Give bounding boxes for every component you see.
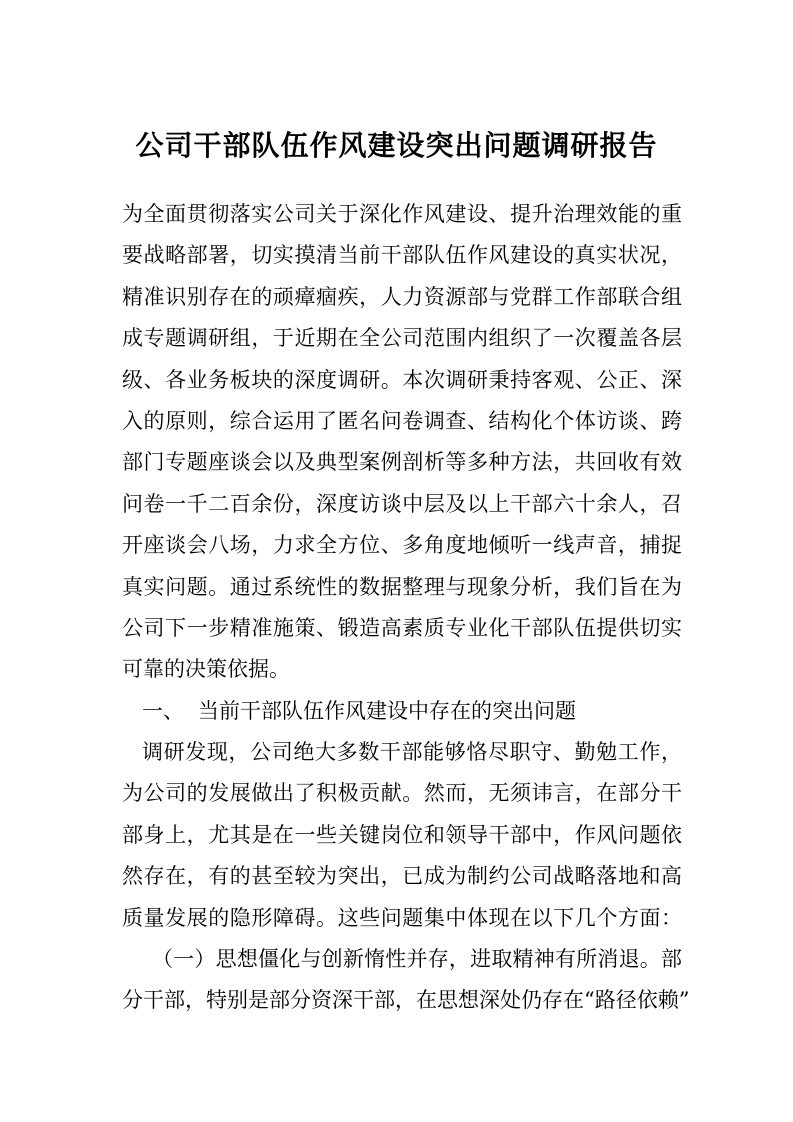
- paragraph-line: 质量发展的隐形障碍。这些问题集中体现在以下几个方面：: [122, 905, 682, 930]
- paragraph-line: 开座谈会八场，力求全方位、多角度地倾听一线声音，捕捉: [122, 533, 682, 558]
- paragraph-line: 级、各业务板块的深度调研。本次调研秉持客观、公正、深: [122, 367, 682, 392]
- paragraph-line: 为全面贯彻落实公司关于深化作风建设、提升治理效能的重: [122, 202, 682, 226]
- paragraph-line: 公司下一步精准施策、锻造高素质专业化干部队伍提供切实: [122, 615, 682, 640]
- paragraph-line: 可靠的决策依据。: [122, 657, 290, 682]
- section-heading-number: 一、: [142, 698, 184, 723]
- paragraph-line: 成专题调研组，于近期在全公司范围内组织了一次覆盖各层: [122, 326, 682, 351]
- paragraph-line: 分干部，特别是部分资深干部，在思想深处仍存在“路径依赖”: [122, 988, 690, 1013]
- section-heading-text: 当前干部队伍作风建设中存在的突出问题: [198, 698, 576, 723]
- paragraph-line: 问卷一千二百余份，深度访谈中层及以上干部六十余人，召: [122, 491, 682, 516]
- paragraph-line: 部身上，尤其是在一些关键岗位和领导干部中，作风问题依: [122, 822, 682, 847]
- paragraph-line: 然存在，有的甚至较为突出，已成为制约公司战略落地和高: [122, 864, 682, 889]
- paragraph-line: 调研发现，公司绝大多数干部能够恪尽职守、勤勉工作，: [142, 740, 682, 765]
- paragraph-line: 部门专题座谈会以及典型案例剖析等多种方法，共回收有效: [122, 450, 682, 475]
- paragraph-line: 精准识别存在的顽瘴痼疾，人力资源部与党群工作部联合组: [122, 284, 682, 309]
- subsection-paragraph: [122, 939, 690, 1022]
- document-title: 公司干部队伍作风建设突出问题调研报告: [135, 129, 658, 162]
- paragraph-line: 真实问题。通过系统性的数据整理与现象分析，我们旨在为: [122, 574, 682, 599]
- paragraph-line: （一）思想僵化与创新惰性并存，进取精神有所消退。部: [152, 947, 682, 972]
- paragraph-line: 要战略部署，切实摸清当前干部队伍作风建设的真实状况，: [122, 243, 682, 268]
- paragraph-line: 入的原则，综合运用了匿名问卷调查、结构化个体访谈、跨: [122, 408, 682, 433]
- document-body: [122, 194, 690, 1022]
- section-heading: [122, 691, 682, 732]
- section-paragraph: [122, 732, 682, 939]
- intro-paragraph: [122, 194, 682, 691]
- paragraph-line: 为公司的发展做出了积极贡献。然而，无须讳言，在部分干: [122, 781, 682, 806]
